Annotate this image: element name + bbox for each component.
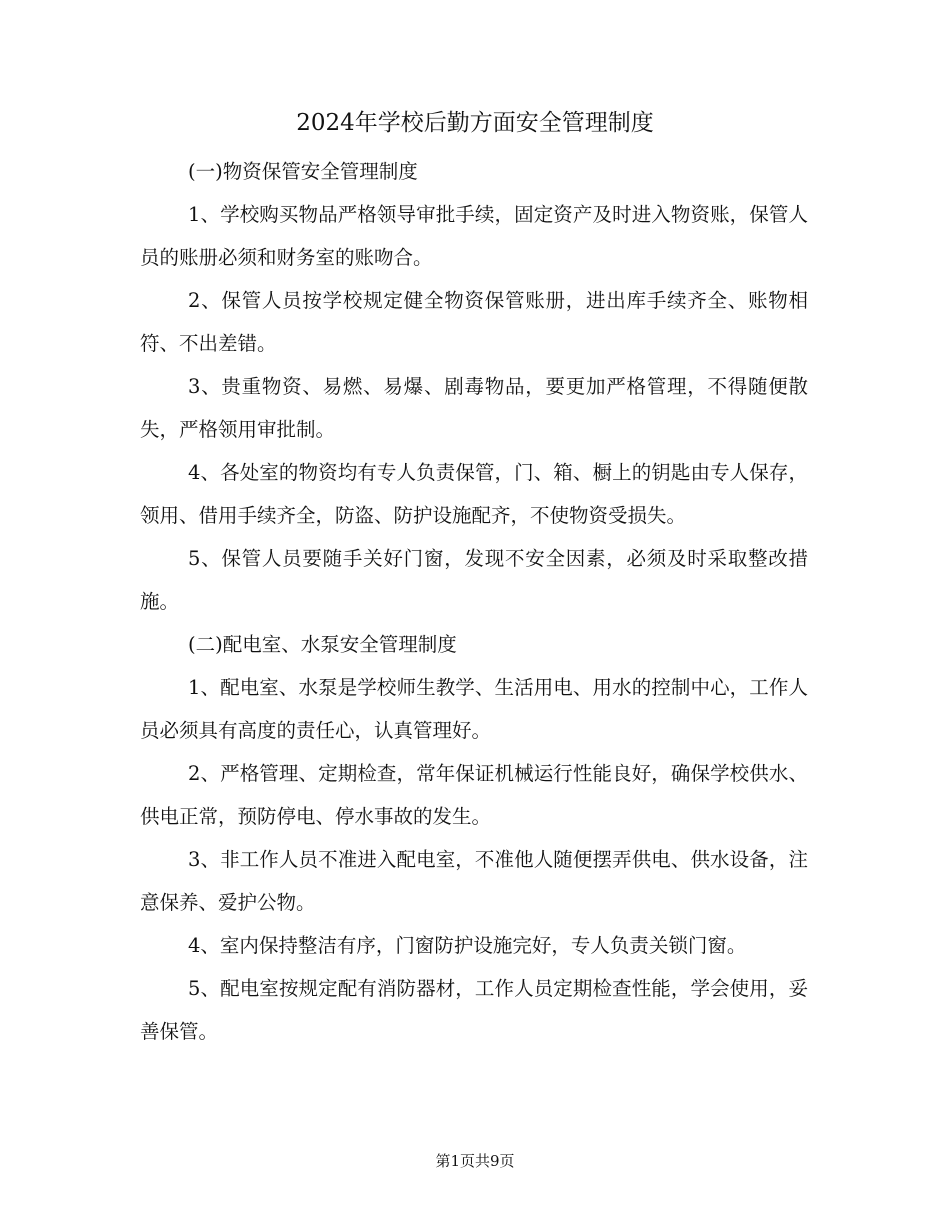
paragraph: 1、配电室、水泵是学校师生教学、生活用电、用水的控制中心，工作人员必须具有高度的责任心，认真管理好。 — [140, 676, 808, 742]
paragraph: 4、各处室的物资均有专人负责保管，门、箱、橱上的钥匙由专人保存，领用、借用手续齐全，防盗、防护设施配齐，不使物资受损失。 — [140, 461, 808, 527]
paragraph: 5、保管人员要随手关好门窗，发现不安全因素，必须及时采取整改措施。 — [140, 547, 808, 613]
paragraph: 4、室内保持整洁有序，门窗防护设施完好，专人负责关锁门窗。 — [188, 934, 747, 957]
paragraph: 2、保管人员按学校规定健全物资保管账册，进出库手续齐全、账物相符、不出差错。 — [140, 289, 808, 355]
document-title: 2024年学校后勤方面安全管理制度 — [296, 110, 654, 136]
paragraph: 3、非工作人员不准进入配电室，不准他人随便摆弄供电、供水设备，注意保养、爱护公物。 — [140, 848, 808, 914]
document-body — [140, 150, 808, 1053]
section-heading-1: (一)物资保管安全管理制度 — [188, 160, 418, 183]
paragraph: 5、配电室按规定配有消防器材，工作人员定期检查性能，学会使用，妥善保管。 — [140, 977, 808, 1043]
paragraph: 1、学校购买物品严格领导审批手续，固定资产及时进入物资账，保管人员的账册必须和财务室的账吻合。 — [140, 203, 808, 269]
page-number: 第1页共9页 — [435, 1152, 515, 1170]
section-heading-2: (二)配电室、水泵安全管理制度 — [188, 633, 457, 656]
paragraph: 2、严格管理、定期检查，常年保证机械运行性能良好，确保学校供水、供电正常，预防停电、停水事故的发生。 — [140, 762, 808, 828]
paragraph: 3、贵重物资、易燃、易爆、剧毒物品，要更加严格管理，不得随便散失，严格领用审批制。 — [140, 375, 808, 441]
